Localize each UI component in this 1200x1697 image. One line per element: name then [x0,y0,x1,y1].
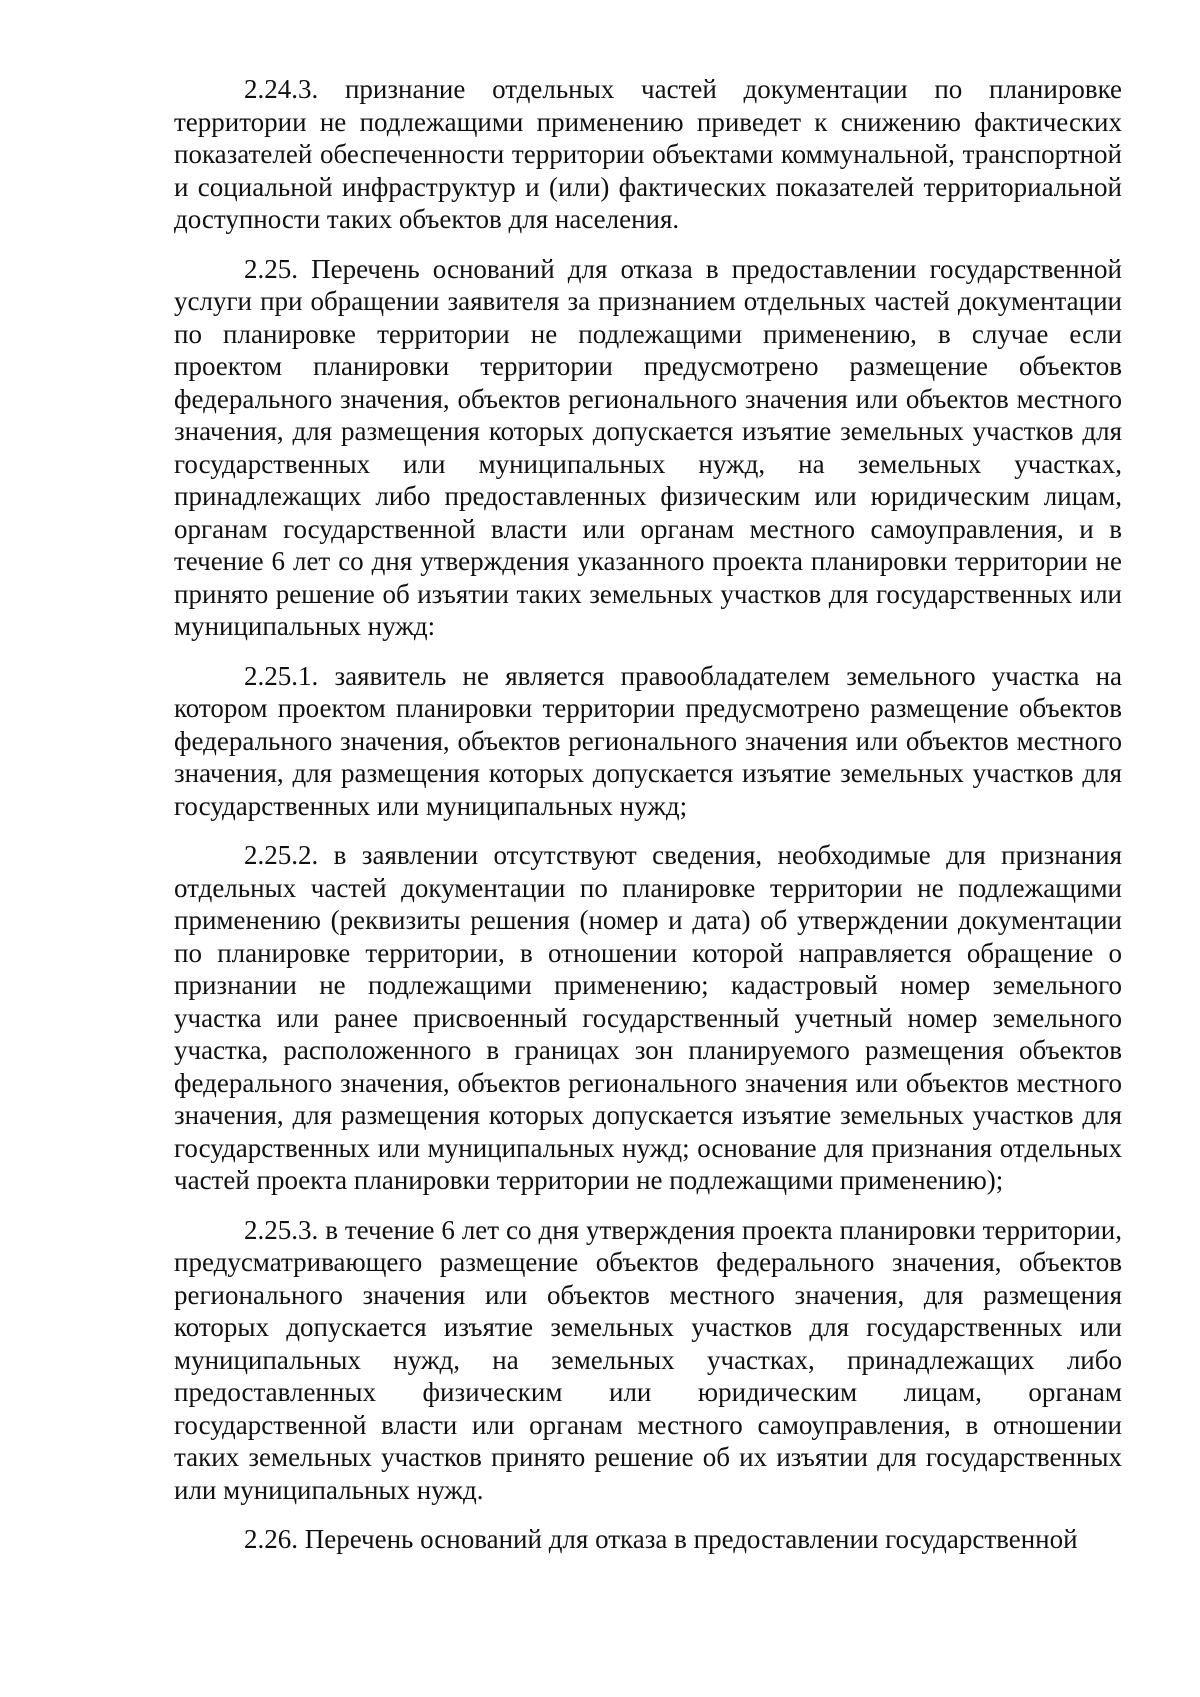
paragraph-2-25-1: 2.25.1. заявитель не является правообладателем земельного участка на котором проектом планировки территории предусмотрено размещение объектов федерального значения, объектов регионального значения или объектов местного значения, для размещения которых допускается изъятие земельных участков для государственных или муниципальных нужд; [174,660,1122,821]
paragraph-2-25-2: 2.25.2. в заявлении отсутствуют сведения, необходимые для признания отдельных частей документации по планировке территории не подлежащими применению (реквизиты решения (номер и дата) об утверждении документации по планировке территории, в отношении которой направляется обращение о признании не подлежащими применению; кадастровый номер земельного участка или ранее присвоенный государственный учетный номер земельного участка, расположенного в границах зон планируемого размещения объектов федерального значения, объектов регионального значения или объектов местного значения, для размещения которых допускается изъятие земельных участков для государственных или муниципальных нужд; основание для признания отдельных частей проекта планировки территории не подлежащими применению); [174,840,1122,1195]
document-page [174,73,1122,1573]
paragraph-2-24-3: 2.24.3. признание отдельных частей документации по планировке территории не подлежащими применению приведет к снижению фактических показателей обеспеченности территории объектами коммунальной, транспортной и социальной инфраструктур и (или) фактических показателей территориальной доступности таких объектов для населения. [174,74,1122,234]
paragraph-2-26: 2.26. Перечень оснований для отказа в предоставлении государственной [244,1524,1078,1554]
paragraph-2-25: 2.25. Перечень оснований для отказа в предоставлении государственной услуги при обращении заявителя за признанием отдельных частей документации по планировке территории не подлежащими применению, в случае если проектом планировки территории предусмотрено размещение объектов федерального значения, объектов регионального значения или объектов местного значения, для размещения которых допускается изъятие земельных участков для государственных или муниципальных нужд, на земельных участках, принадлежащих либо предоставленных физическим или юридическим лицам, органам государственной власти или органам местного самоуправления, и в течение 6 лет со дня утверждения указанного проекта планировки территории не принято решение об изъятии таких земельных участков для государственных или муниципальных нужд: [174,253,1122,641]
paragraph-2-25-3: 2.25.3. в течение 6 лет со дня утверждения проекта планировки территории, предусматривающего размещение объектов федерального значения, объектов регионального значения или объектов местного значения, для размещения которых допускается изъятие земельных участков для государственных или муниципальных нужд, на земельных участках, принадлежащих либо предоставленных физическим или юридическим лицам, органам государственной власти или органам местного самоуправления, в отношении таких земельных участков принято решение об их изъятии для государственных или муниципальных нужд. [174,1214,1122,1505]
